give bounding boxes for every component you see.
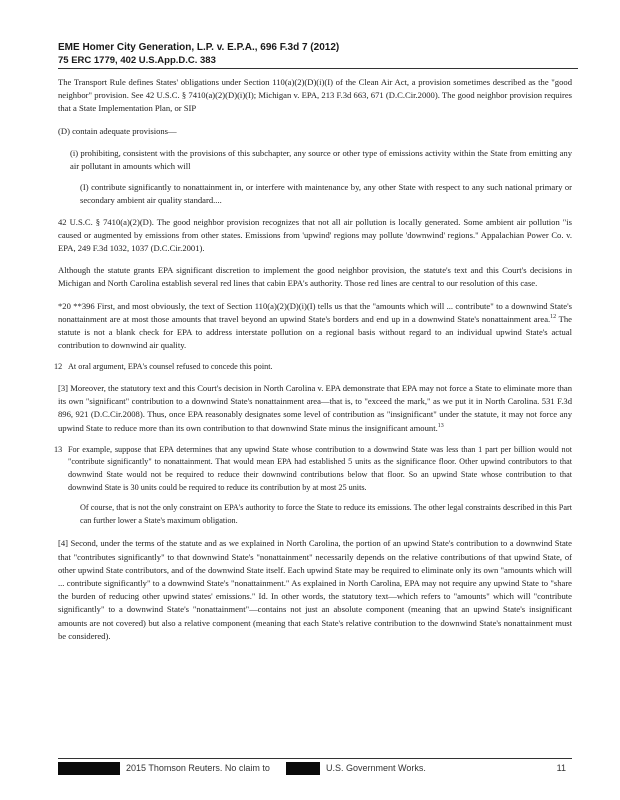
footnote-text: At oral argument, EPA's counsel refused to concede this point. <box>68 362 273 372</box>
footnote-ref-13[interactable]: 13 <box>437 422 444 429</box>
footnote-ref-12[interactable]: 12 <box>550 313 557 320</box>
paragraph <box>58 382 572 435</box>
case-citation: 75 ERC 1779, 402 U.S.App.D.C. 383 <box>58 55 578 69</box>
footer-redaction-block <box>286 762 320 775</box>
paragraph-text: [3] Moreover, the statutory text and this Court's decision in North Carolina v. EPA demonstrate that EPA may not force a State to eliminate more than its own "significant" contribution to a downwind State's nonattainment area—that is, to "exceed the mark," as we put it in North Carolina. 531 F.3d 896, 921 (D.C.Cir.2008). Thus, once EPA reasonably designates some level of contribution as "insignificant" under the statute, it may not force any upwind State to reduce more than its own contribution to that downwind State minus the insignificant amount. <box>58 383 572 433</box>
footnote-13-continued: Of course, that is not the only constraint on EPA's authority to force the State to reduce its emissions. The other legal constraints described in this Part can further lower a State's maximum obligation. <box>80 503 572 525</box>
paragraph <box>58 300 572 353</box>
page-number: 11 <box>556 763 566 773</box>
statute-quote: (i) prohibiting, consistent with the provisions of this subchapter, any source or other type of emissions activity within the State from emitting any air pollutant in amounts which will <box>70 147 572 172</box>
paragraph: (D) contain adequate provisions— <box>58 125 177 136</box>
paragraph: 42 U.S.C. § 7410(a)(2)(D). The good neighbor provision recognizes that not all air pollution is locally generated. Some ambient air pollution "is caused or augmented by emissions from other states. Emissions from 'upwind' regions may pollute 'downwind' regions." Appalachian Power Co. v. EPA, 249 F.3d 1032, 1037 (D.C.Cir.2001). <box>58 216 572 254</box>
paragraph: Although the statute grants EPA significant discretion to implement the good neighbor provision, the statute's text and this Court's decisions in Michigan and North Carolina establish several red lines that cabin EPA's authority. Those red lines are central to our resolution of this case. <box>58 265 572 289</box>
page-footer <box>58 758 572 777</box>
paragraph-text: The statute is not a blank check for EPA to address interstate pollution on a regional basis without regard to an individual upwind State's actual contribution to downwind air quality. <box>58 313 572 351</box>
footnote-13 <box>54 444 572 494</box>
footer-copyright: 2015 Thomson Reuters. No claim to <box>126 763 270 773</box>
paragraph: The Transport Rule defines States' obligations under Section 110(a)(2)(D)(i)(I) of the Clean Air Act, a provision sometimes described as the "good neighbor" provision. See 42 U.S.C. § 7410(a)(2)(D)(i)(I); Michigan v. EPA, 213 F.3d 663, 671 (D.C.Cir.2000). The good neighbor provision requires that a State Implementation Plan, or SIP <box>58 77 572 114</box>
footnote-text: For example, suppose that EPA determines that any upwind State whose contribution to a downwind State was less than 1 part per billion would not "contribute significantly" to nonattainment. That would mean EPA had established 5 units as the significance floor. Other upwind contributors to that downwind State would not be required to reduce their downwind contributions below that floor. So an upwind State whose contribution to that downwind State is 30 units could be required to reduce its contribution by at most 25 units. <box>68 444 572 492</box>
footer-works: U.S. Government Works. <box>326 763 426 773</box>
opinion-body <box>54 76 572 652</box>
statute-quote: (I) contribute significantly to nonattainment in, or interfere with maintenance by, any other State with respect to any such national primary or secondary ambient air quality standard.... <box>80 182 572 206</box>
footer-logo-block <box>58 762 120 775</box>
paragraph: [4] Second, under the terms of the statute and as we explained in North Carolina, the portion of an upwind State's contribution to a downwind State that "contributes significantly" to that downwind State's "nonattainment" necessarily depends on the relative contributions of that upwind State, of other upwind State contributors, and of the downwind State itself. Each upwind State may be required to eliminate only its own "amounts which will ... contribute significantly" to a downwind State's "nonattainment." As explained in North Carolina, EPA may not require any upwind State to "share the burden of reducing other upwind states' emissions." Id. In other words, the statutory text—which refers to "amounts" which will "contribute significantly" to a downwind State's "nonattainment"—contains not just an absolute component (meaning that an upwind State's insignificant amounts are not covered) but also a relative component (meaning that each State's relative contribution to the downwind State's nonattainment must be considered). <box>58 538 572 641</box>
paragraph-text: *20 **396 First, and most obviously, the text of Section 110(a)(2)(D)(i)(I) tells us that the "amounts which will ... contribute" to a downwind State's nonattainment are at most those amounts that travel beyond an upwind State's borders and end up in a downwind State's nonattainment area. <box>58 300 572 324</box>
footnote-number: 12 <box>54 362 63 372</box>
footnote-number: 13 <box>54 444 63 454</box>
footnote-12 <box>54 361 572 374</box>
case-title: EME Homer City Generation, L.P. v. E.P.A., 696 F.3d 7 (2012) <box>58 42 340 53</box>
